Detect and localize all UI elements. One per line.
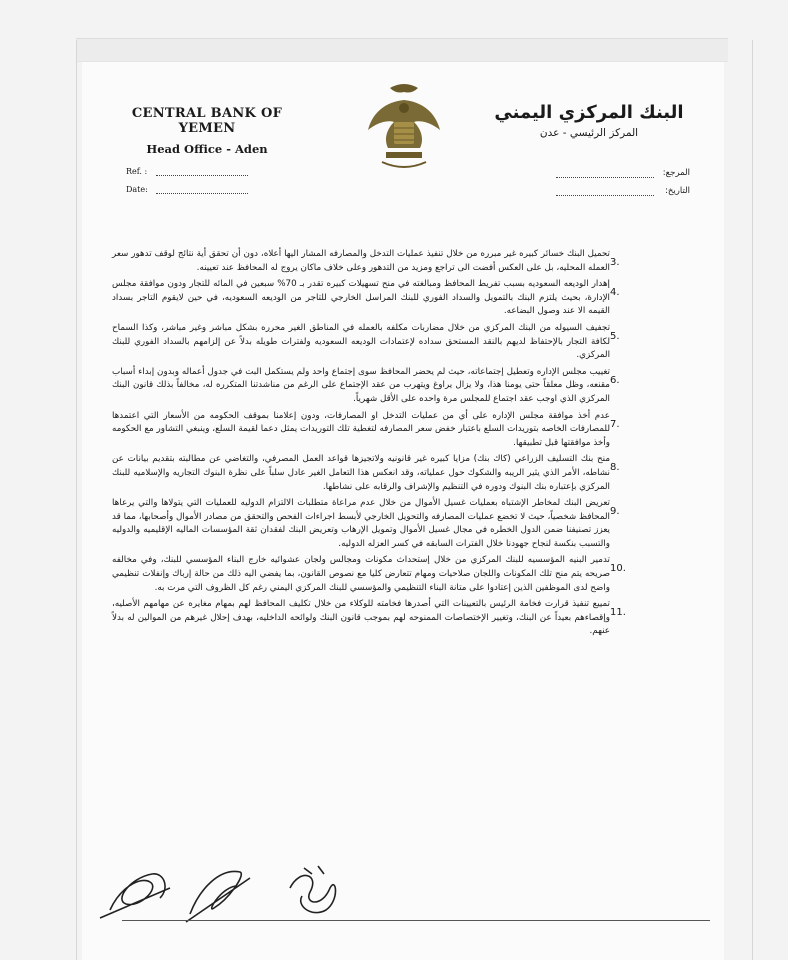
item-text: تمييع تنفيذ قرارت فخامة الرئيس بالتعيينات التي أصدرها فخامته للوكلاء من خلال تكليف المحافظ لهم بمهام مغايره عن مهامهم الأصليه، وإقصاءهم بعيداً عن البنك، وتغيير الإختصاصات الممنوحه لهم بموجب قانون البنك ولوائحه الداخليه، بهدف إحلال غيرهم من الموالين له بدلاً عنهم. xyxy=(112,599,610,637)
date-label-ar: التاريخ: xyxy=(665,186,690,196)
date-label-en: Date: xyxy=(126,185,148,194)
reference-block-en xyxy=(126,158,248,194)
letterhead-english xyxy=(122,106,292,156)
item-number: 6. xyxy=(610,374,620,386)
office-ar: المركز الرئيسي - عدن xyxy=(539,127,639,139)
letterhead-arabic xyxy=(494,102,684,139)
item-text: منح بنك التسليف الزراعي (كاك بنك) مزايا كبيره غير قانونيه ولاتجيزها قواعد العمل المصرفي، والتغاضي عن مطالبته بتقديم بيانات عن نشاطه، الأمر الذي يثير الريبه والشكوك حول عملياته، وقد انعكس هذا التعامل الغير عادل سلباً على نظرة البنوك التجاريه والإسلاميه للبنك المركزي بإعتباره بنك البنوك ودوره في التنظيم والإشراف والرقابه على نشاطها. xyxy=(112,454,610,492)
item-number: 5. xyxy=(610,330,620,342)
signature-2 xyxy=(186,871,250,922)
ref-line-en xyxy=(156,167,248,176)
item-text: تعريض البنك لمخاطر الإشتباه بعمليات غسيل الأموال من خلال عدم مراعاة متطلبات الالتزام الدوليه للعمليات التي يتولاها والتي يرعاها المحافظ شخصياً، حيث لا تخضع عمليات المصارفه والتحويل الخارجي لأبسط اجراءات الفحص والتحقق من مصادر الأموال وأصحابها، مما قد يعزز تصنيفنا ضمن الدول الخطره في مجال غسيل الأموال وتمويل الإرهاب وتعريض البنك لفقدان ثقة المؤسسات الماليه الإقليميه والدوليه والتسبب بنكسة لنجاح جهودنا خلال الفترات السابقه في كسر العزله الدوليه. xyxy=(112,498,610,549)
list-item xyxy=(112,554,632,595)
ref-line-ar xyxy=(556,169,654,178)
item-number: 9. xyxy=(610,506,620,518)
item-text: تغييب مجلس الإداره وتعطيل إجتماعاته، حيث لم يحضر المحافظ سوى إجتماع واحد ولم يستكمل البت في جدول أعماله وبدون إبداء أسباب مقنعه، وظل معلقاً حتى يومنا هذا، ولا يزال يراوغ ويتهرب من عقد الإجتماع على الرغم من مناشدتنا المتكرره له، مخالفاً بذلك قانون البنك المركزي الذي اوجب عقد اجتماع للمجلس مرة واحده على الأقل شهرياً. xyxy=(112,366,610,404)
item-text: عدم أخذ موافقة مجلس الإداره على أي من عمليات التدخل او المصارفات، ودون إعلامنا بموقف الحكومه من الأسعار التي اعتمدها للمصارفات الخاصه بتوريدات السلع باعتبار خفض سعر المصارفه لتغطية تلك التوريدات يمثل دعما لقيمة السلع، وينبغي التشاور مع الحكومه وأخذ موافقتها قبل تطبيقها. xyxy=(112,410,610,448)
footer-divider xyxy=(122,920,710,921)
list-item xyxy=(112,322,632,363)
item-number: 3. xyxy=(610,257,620,268)
browser-top-strip xyxy=(76,38,728,62)
page-edge-left xyxy=(76,40,77,960)
bank-name-en: CENTRAL BANK OF YEMEN xyxy=(131,106,283,136)
list-item xyxy=(112,278,632,319)
list-item xyxy=(112,497,632,551)
item-text: تجفيف السيوله من البنك المركزي من خلال مضاربات مكلفه بالعمله في المناطق الغير محرره بشكل مباشر وغير مباشر، وكذا السماح لكافة التجار بالإحتفاظ لديهم بالنقد المستحق سداده لإعتمادات الوديعه السعوديه ولفترات طويله بدلاً عن إلزامهم بالسداد الفوري للبنك المركزي. xyxy=(112,322,610,361)
signature-1 xyxy=(100,874,170,918)
item-number: 4. xyxy=(610,287,620,299)
item-number: 8. xyxy=(610,462,620,474)
list-item xyxy=(112,366,632,407)
page-edge-right xyxy=(752,40,753,960)
item-text: تدمير البنيه المؤسسيه للبنك المركزي من خلال إستحداث مكونات ومجالس ولجان عشوائيه خارج البناء المؤسسي للبنك، وفي مخالفه صريحه يتم منح تلك المكونات واللجان صلاحيات ومهام تتعارض كليا مع نصوص القانون، بما يفضي اليه ذلك من حالة إرباك وإنفلات تنظيمي واضح لدى الموظفين الذين إعتادوا على متانة البناء التنظيمي والمؤسسي للبنك المركزي اليمني رغم كل الظروف التي مرت به. xyxy=(112,555,610,593)
office-en: Head Office - Aden xyxy=(146,142,268,156)
item-text: إهدار الوديعه السعوديه بسبب تفريط المحافظ ومبالغته في منح تسهيلات كبيره تقدر بـ 70% سبعين في المائه للتجار ودون موافقة مجلس الإدارة، بحيث يلتزم البنك بالتمويل والسداد الفوري للبنك المراسل الخارجي للتاجر من الوديعه السعوديه، في حين لايقوم التاجر بسداد القيمه الا عند وصول البضاعه. xyxy=(112,279,610,317)
reference-block-ar xyxy=(556,160,690,196)
item-number: 7. xyxy=(610,418,620,430)
list-item xyxy=(112,410,632,451)
item-number: 10. xyxy=(610,563,626,575)
ref-label-en: Ref. : xyxy=(126,167,148,176)
ref-label-ar: المرجع: xyxy=(662,168,690,178)
list-item xyxy=(112,248,632,275)
list-item xyxy=(112,453,632,494)
date-line-ar xyxy=(556,187,654,196)
list-item xyxy=(112,598,632,639)
bank-name-ar: البنك المركزي اليمني xyxy=(494,102,684,123)
letter-body xyxy=(112,248,632,642)
item-number: 11. xyxy=(610,607,626,619)
item-text: تحميل البنك خسائر كبيره غير مبرره من خلال تنفيذ عمليات التدخل والمصارفه المشار اليها أعلاه، دون أن تحقق أية نتائج لوقف تدهور سعر العمله المحليه، بل على العكس أفضت الى تراجع ومزيد من التدهور وعلى خلاف ماكان يروج له المحافظ عند تعيينه. xyxy=(112,249,610,273)
date-line-en xyxy=(156,185,248,194)
eagle-emblem-icon xyxy=(364,78,444,174)
signatures xyxy=(90,848,390,928)
letter-page xyxy=(82,62,724,960)
signature-3 xyxy=(290,866,336,913)
